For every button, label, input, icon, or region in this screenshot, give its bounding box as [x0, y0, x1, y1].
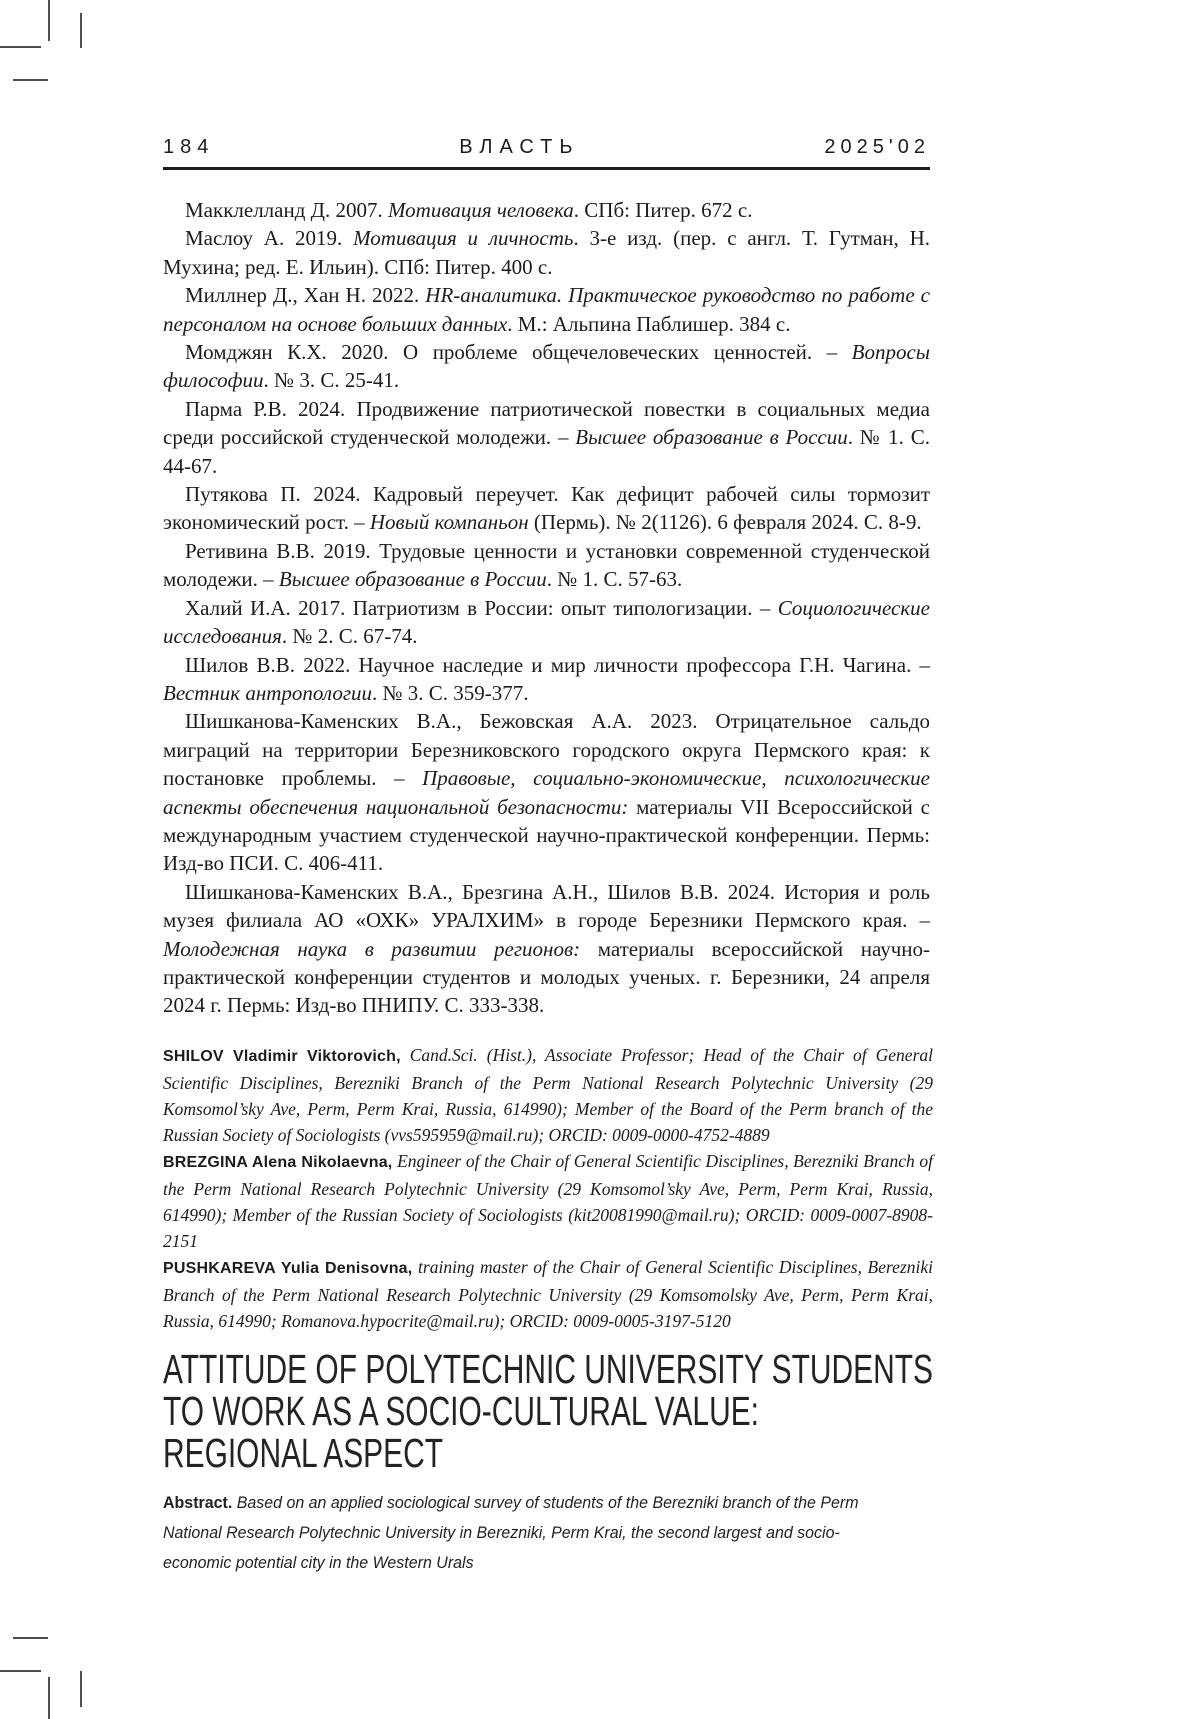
author-info: Engineer of the Chair of General Scientific Disciplines, Berezniki Branch of the Perm National Research Polytechnic University (29 Komsomol’sky Ave, Perm, Perm Krai, Russia, 614990); Member of the Russian Society of Sociologists (kit20081990@mail.ru); ORCID: 0009-0007-8908-2151 — [163, 1151, 933, 1251]
article-title — [163, 1348, 933, 1474]
author-name: BREZGINA Alena Nikolaevna, — [163, 1154, 393, 1171]
reference-source: HR-аналитика. Практическое руководство по работе с персоналом на основе больших данных — [163, 283, 930, 336]
author-block — [163, 1148, 933, 1254]
reference-item — [163, 651, 930, 708]
reference-source: Социологические исследования — [163, 595, 930, 649]
reference-text: . М.: Альпина Паблишер. 384 с. — [507, 311, 791, 336]
reference-text: Шилов В.В. 2022. Научное наследие и мир личности профессора Г.Н. Чагина. – — [185, 652, 930, 677]
reference-text: Ретивина В.В. 2019. Трудовые ценности и установки современной студенческой молодежи. – — [163, 538, 930, 592]
crop-mark — [0, 1670, 41, 1672]
reference-text: Маслоу А. 2019. — [185, 226, 354, 251]
reference-source: Высшее образование в России — [575, 425, 848, 450]
issue-label: 2025'02 — [824, 136, 930, 158]
reference-source: Мотивация и личность — [353, 226, 574, 251]
article-title-line: TO WORK AS A SOCIO-CULTURAL VALUE: — [163, 1388, 759, 1434]
crop-mark — [80, 1671, 82, 1707]
running-head — [163, 136, 930, 170]
reference-item — [163, 196, 930, 224]
abstract-text: Based on an applied sociological survey of students of the Berezniki branch of the Perm National Research Polytechnic University in Berezniki, Perm Krai, the second largest and socio-economic potential city in the Western Urals — [163, 1493, 859, 1572]
authors-section — [163, 1042, 933, 1334]
reference-item — [163, 878, 930, 1020]
reference-item — [163, 594, 930, 651]
reference-source: Высшее образование в России — [278, 567, 547, 592]
reference-item — [163, 707, 930, 877]
reference-text: Путякова П. 2024. Кадровый переучет. Как дефицит рабочей силы тормозит экономический рост. – — [163, 482, 930, 535]
reference-source: Молодежная наука в развитии регионов: — [163, 936, 581, 961]
abstract-section — [163, 1488, 868, 1578]
reference-source: Мотивация человека — [387, 198, 574, 222]
reference-text: Парма Р.В. 2024. Продвижение патриотической повестки в социальных медиа среди российской студенческой молодежи. – — [163, 396, 930, 450]
crop-mark — [48, 1677, 50, 1719]
author-name: SHILOV Vladimir Viktorovich, — [163, 1048, 401, 1065]
author-info: training master of the Chair of General Scientific Disciplines, Berezniki Branch of the Perm National Research Polytechnic University (29 Komsomolsky Ave, Perm, Perm Krai, Russia, 614990; Romanova.hypocrite@mail.ru); ORCID: 0009-0005-3197-5120 — [163, 1257, 933, 1331]
reference-item — [163, 395, 930, 480]
reference-text: Миллнер Д., Хан Н. 2022. — [185, 283, 426, 308]
reference-text: Момджян К.Х. 2020. О проблеме общечеловеческих ценностей. – — [185, 340, 852, 365]
reference-item — [163, 281, 930, 338]
reference-text: материалы всероссийской научно-практической конференции студентов и молодых ученых. г. Березники, 24 апреля 2024 г. Пермь: Изд-во ПНИПУ. С. 333-338. — [163, 936, 930, 1018]
reference-source: Вестник антропологии — [163, 680, 373, 705]
reference-item — [163, 480, 930, 537]
journal-title: ВЛАСТЬ — [459, 136, 580, 158]
reference-text: . № 3. С. 25-41. — [263, 368, 400, 393]
reference-source: Вопросы философии — [163, 340, 930, 393]
reference-text: . 3-е изд. (пер. с англ. Т. Гутман, Н. Мухина; ред. Е. Ильин). СПб: Питер. 400 с. — [163, 226, 930, 279]
reference-text: . № 3. С. 359-377. — [372, 680, 529, 705]
crop-mark — [80, 13, 82, 48]
reference-item — [163, 537, 930, 594]
reference-text: материалы VII Всероссийской с международным участием студенческой научно-практической конференции. Пермь: Изд-во ПСИ. С. 406-411. — [163, 794, 931, 876]
crop-mark — [0, 46, 41, 48]
author-block — [163, 1042, 933, 1148]
author-block — [163, 1254, 933, 1334]
reference-text: Макклелланд Д. 2007. — [185, 198, 388, 222]
reference-text: Шишканова-Каменских В.А., Бежовская А.А. 2023. Отрицательное сальдо миграций на территории Березниковского городского округа Пермского края: к постановке проблемы. – — [163, 709, 930, 791]
page-number: 184 — [163, 136, 215, 158]
reference-text: . № 2. С. 67-74. — [281, 624, 418, 649]
author-info: Cand.Sci. (Hist.), Associate Professor; Head of the Chair of General Scientific Disciplines, Berezniki Branch of the Perm National Research Polytechnic University (29 Komsomol’sky Ave, Perm, Perm Krai, Russia, 614990); Member of the Board of the Perm branch of the Russian Society of Sociologists (vvs595959@mail.ru); ORCID: 0009-0000-4752-4889 — [163, 1045, 933, 1145]
article-title-line: ATTITUDE OF POLYTECHNIC UNIVERSITY STUDENTS — [163, 1346, 933, 1392]
crop-mark — [13, 1637, 48, 1639]
reference-text: . № 1. С. 44-67. — [163, 425, 930, 478]
references-list — [163, 196, 930, 1020]
reference-text: Халий И.А. 2017. Патриотизм в России: опыт типологизации. – — [185, 595, 778, 620]
reference-source: Новый компаньон — [369, 510, 529, 535]
abstract-label: Abstract. — [163, 1493, 233, 1512]
reference-item — [163, 224, 930, 281]
crop-mark — [48, 0, 50, 41]
reference-text: Шишканова-Каменских В.А., Брезгина А.Н., Шилов В.В. 2024. История и роль музея филиала АО «ОХК» УРАЛХИМ» в городе Березники Пермского края. – — [163, 879, 930, 933]
author-name: PUSHKAREVA Yulia Denisovna, — [163, 1260, 413, 1277]
crop-mark — [13, 79, 48, 81]
reference-text: . СПб: Питер. 672 с. — [573, 198, 753, 222]
reference-text: (Пермь). № 2(1126). 6 февраля 2024. С. 8-9. — [528, 510, 922, 535]
article-title-line: REGIONAL ASPECT — [163, 1430, 443, 1476]
reference-item — [163, 338, 930, 395]
reference-text: . № 1. С. 57-63. — [546, 567, 683, 592]
reference-source: Правовые, социально-экономические, психологические аспекты обеспечения национальной безопасности: — [163, 766, 930, 819]
